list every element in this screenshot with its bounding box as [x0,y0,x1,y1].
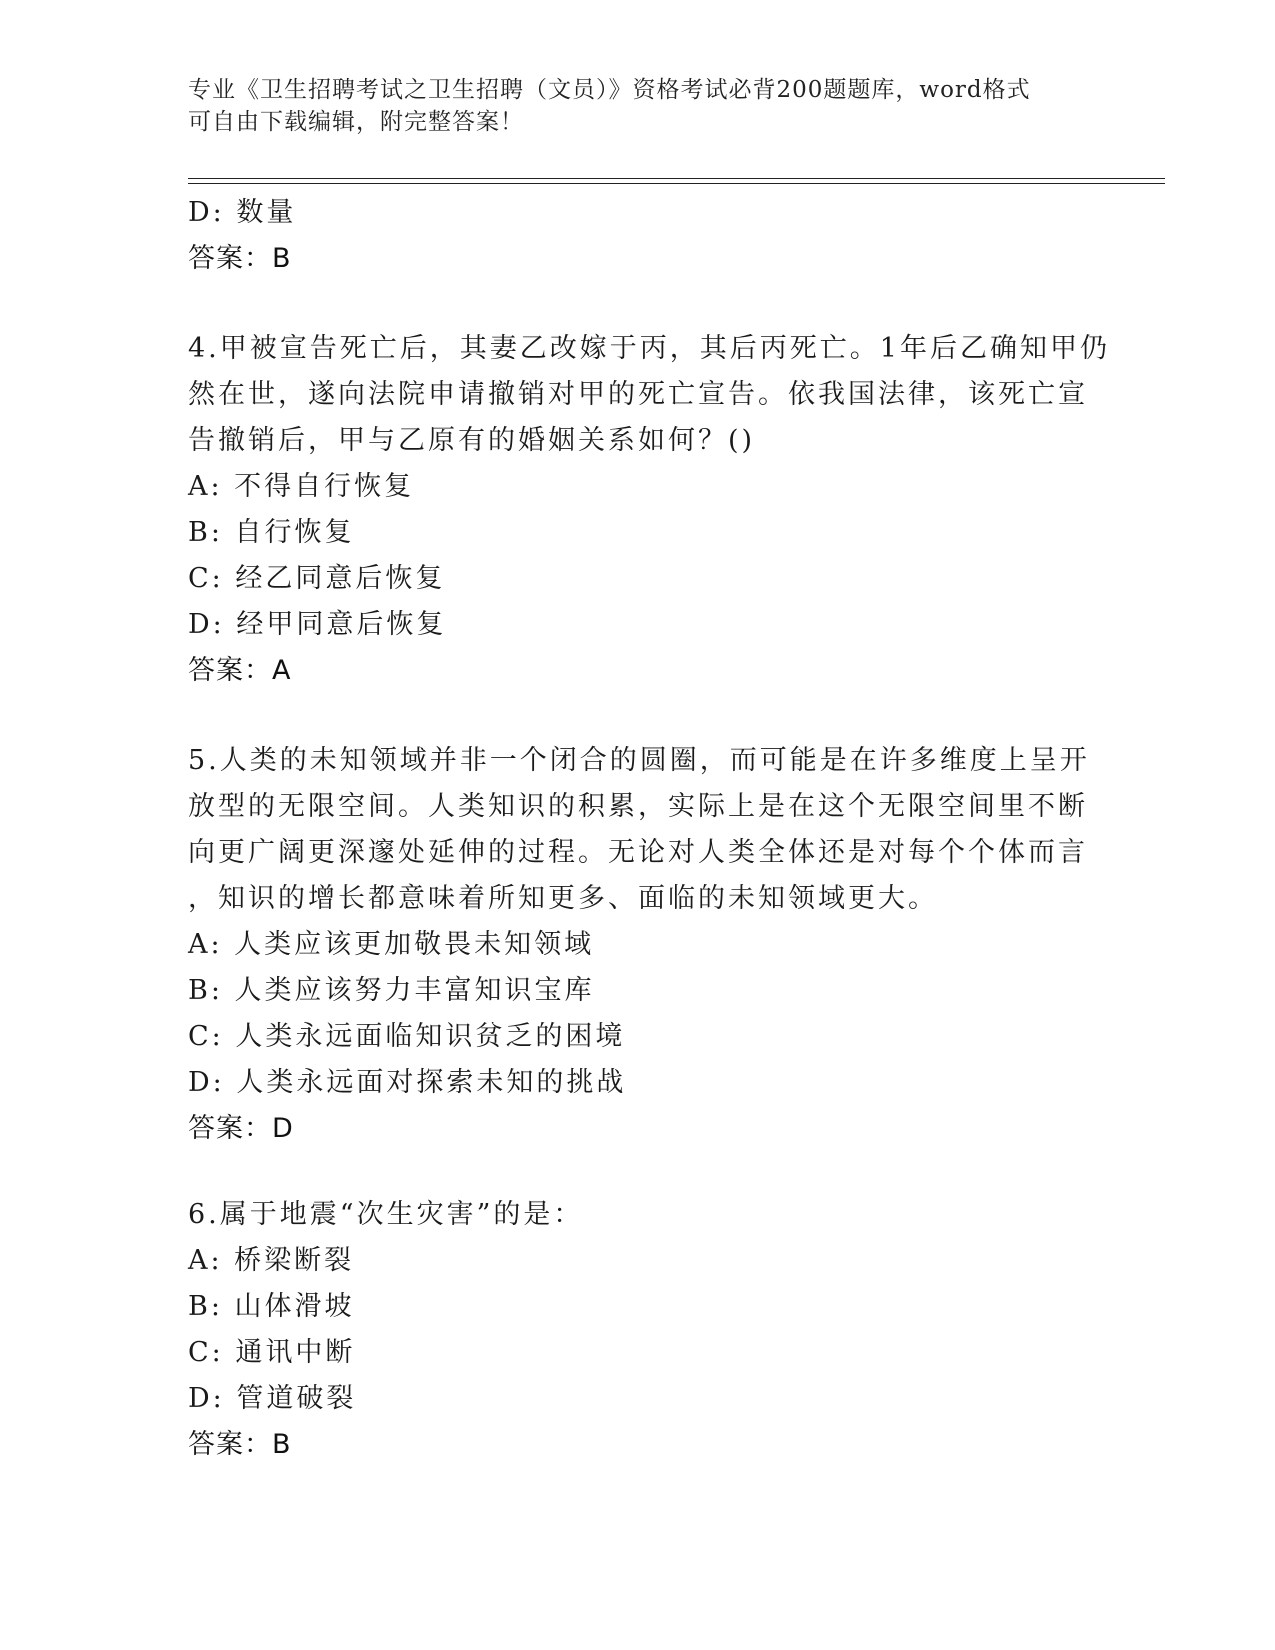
question-3-tail [188,190,1088,282]
option-a: A: 人类应该更加敬畏未知领域 [188,929,595,960]
question-6 [188,1192,1088,1468]
question-5 [188,738,1088,1152]
question-stem-line: 6.属于地震“次生灾害”的是： [188,1199,584,1230]
question-stem-line: 然在世，遂向法院申请撤销对甲的死亡宣告。依我国法律，该死亡宣 [188,379,1088,410]
option-d: D: 人类永远面对探索未知的挑战 [188,1067,627,1098]
question-stem-line: 5.人类的未知领域并非一个闭合的圆圈，而可能是在许多维度上呈开 [188,745,1090,776]
option-d: D: 经甲同意后恢复 [188,609,447,640]
document-header [188,74,1088,138]
question-stem-line: 告撤销后，甲与乙原有的婚姻关系如何？() [188,425,756,456]
option-c: C: 通讯中断 [188,1337,356,1368]
question-stem-line: 4.甲被宣告死亡后，其妻乙改嫁于丙，其后丙死亡。1年后乙确知甲仍 [188,333,1110,364]
answer-line: 答案：D [188,1113,294,1144]
option-c: C: 经乙同意后恢复 [188,563,446,594]
option-d: D: 数量 [188,197,297,228]
question-stem-line: 放型的无限空间。人类知识的积累，实际上是在这个无限空间里不断 [188,791,1088,822]
header-divider-bottom [188,183,1165,184]
option-b: B: 山体滑坡 [188,1291,355,1322]
header-divider-top [188,178,1165,179]
header-title-line-1: 专业《卫生招聘考试之卫生招聘（文员）》资格考试必背200题题库，word格式 [188,77,1031,103]
header-title-line-2: 可自由下载编辑，附完整答案！ [188,109,524,135]
option-d: D: 管道破裂 [188,1383,357,1414]
option-a: A: 不得自行恢复 [188,471,415,502]
question-stem-line: 向更广阔更深邃处延伸的过程。无论对人类全体还是对每个个体而言 [188,837,1088,868]
answer-line: 答案：B [188,243,292,274]
option-c: C: 人类永远面临知识贫乏的困境 [188,1021,626,1052]
option-b: B: 人类应该努力丰富知识宝库 [188,975,595,1006]
question-list [188,190,1110,1468]
answer-line: 答案：B [188,1429,292,1460]
question-stem-line: ，知识的增长都意味着所知更多、面临的未知领域更大。 [188,883,938,914]
option-b: B: 自行恢复 [188,517,355,548]
question-4 [188,326,1110,694]
answer-line: 答案：A [188,655,292,686]
option-a: A: 桥梁断裂 [188,1245,355,1276]
